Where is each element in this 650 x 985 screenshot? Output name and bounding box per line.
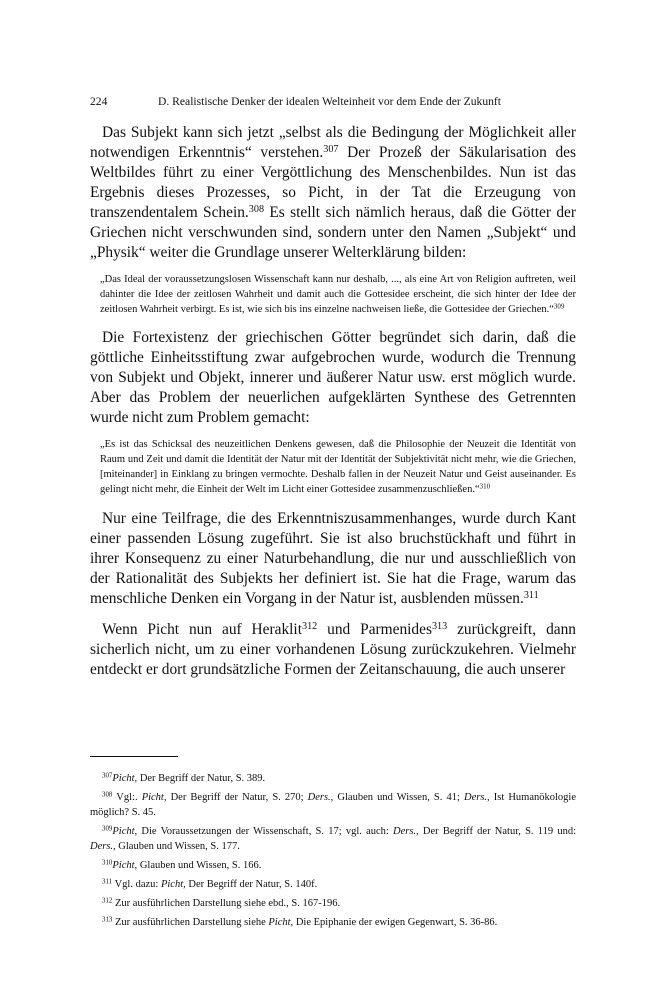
footnote-ref-308[interactable]: 308 — [248, 203, 265, 215]
footnote-text: Die Voraussetzungen der Wissenschaft, S. 17; vgl. auch: — [137, 825, 394, 837]
author-name: Ders., — [307, 791, 334, 803]
footnote-ref-311[interactable]: 311 — [523, 589, 539, 601]
footnote-number: 308 — [102, 791, 113, 799]
block-quote-1 — [100, 273, 576, 317]
footnote-308 — [90, 790, 576, 820]
footnote-number: 310 — [102, 859, 113, 867]
text-run: Die Fortexistenz der griechischen Götter begründet sich darin, daß die göttliche Einheitsstiftung zwar aufgebrochen wurde, wodurch die Trennung von Subjekt und Objekt, innerer und äußerer Natur usw. erst möglich wurde. Aber das Problem der neuerlichen aufgeklärten Synthese des Getrennten wurde nicht zum Problem gemacht: — [90, 329, 576, 427]
footnote-313 — [90, 915, 576, 930]
footnote-311 — [90, 877, 576, 892]
quote-text: „Das Ideal der voraussetzungslosen Wissenschaft kann nur deshalb, ..., als eine Art von Religion auftreten, weil dahinter die Idee der zeitlosen Wahrheit und damit auch die Gottesidee erscheint, die sich hinter der Idee der zeitlosen Wahrheit verbirgt. Es ist, wie sich bis ins einzelne nachweisen ließe, die Gottesidee der Griechen.“ — [100, 274, 576, 315]
footnote-text: Zur ausführlichen Darstellung siehe ebd., S. 167-196. — [112, 897, 341, 909]
footnote-310 — [90, 858, 576, 873]
footnote-text: Glauben und Wissen, S. 166. — [137, 859, 262, 871]
book-page — [90, 94, 576, 934]
footnote-number: 307 — [102, 772, 113, 780]
footnote-ref-310[interactable]: 310 — [479, 483, 491, 491]
author-name: Ders., — [393, 825, 419, 837]
footnotes — [90, 771, 576, 930]
running-header — [90, 94, 576, 110]
author-name: Ders., — [463, 791, 490, 803]
footnote-text: Der Begriff der Natur, S. 270; — [166, 791, 308, 803]
footnote-text: Die Epiphanie der ewigen Gegenwart, S. 36-86. — [293, 916, 498, 928]
page-number: 224 — [90, 95, 108, 108]
body-paragraph-1 — [90, 123, 576, 263]
text-run: Es stellt sich nämlich heraus, daß die Götter der Griechen nicht verschwunden sind, sondern unter den Namen „Subjekt“ und „Physik“ weiter die Grundlage unserer Welterklärung bilden: — [90, 204, 577, 261]
footnote-text: Vgl:. — [112, 791, 142, 803]
body-paragraph-4 — [90, 620, 576, 680]
text-run: zurückgreift, dann sicherlich nicht, um zu einer vorhandenen Lösung zurückzukehren. Vielmehr entdeckt er dort grundsätzliche Formen der Zeitanschauung, die auch unserer — [90, 620, 576, 678]
body-paragraph-2 — [90, 328, 576, 428]
running-title: D. Realistische Denker der idealen Welteinheit vor dem Ende der Zukunft — [158, 95, 502, 108]
footnote-number: 313 — [102, 916, 113, 924]
author-name: Picht, — [268, 916, 294, 928]
footnote-number: 309 — [102, 825, 113, 833]
text-run: Nur eine Teilfrage, die des Erkenntniszusammenhanges, wurde durch Kant einer passenden Lösung zugeführt. Sie ist also bruchstückhaft und führt in ihrer Konsequenz zu einer Naturbehandlung, die nur und ausschließlich von der Rationalität des Subjekts her definiert ist. Sie hat die Frage, warum das menschliche Denken ein Vorgang in der Natur ist, ausblenden müssen. — [90, 509, 576, 607]
footnote-ref-307[interactable]: 307 — [323, 143, 339, 155]
footnote-309 — [90, 824, 576, 854]
author-name: Picht, — [112, 825, 138, 837]
footnote-text: Der Begriff der Natur, S. 119 und: — [418, 825, 576, 837]
footnote-text: Der Begriff der Natur, S. 140f. — [185, 878, 318, 890]
body-paragraph-3 — [90, 509, 576, 609]
footnote-separator — [90, 756, 178, 757]
text-run: und Parmenides — [317, 620, 432, 638]
author-name: Ders., — [90, 840, 116, 852]
footnote-text: Ist Humanökologie möglich? S. 45. — [90, 791, 576, 818]
footnote-ref-309[interactable]: 309 — [553, 303, 565, 311]
footnote-text: Glauben und Wissen, S. 177. — [115, 840, 240, 852]
text-run: Das Subjekt kann sich jetzt „selbst als die Bedingung der Möglichkeit aller notwendigen Erkenntnis“ verstehen. — [90, 124, 576, 161]
footnote-ref-313[interactable]: 313 — [431, 620, 448, 632]
footnote-ref-312[interactable]: 312 — [301, 620, 318, 632]
footnote-text: Glauben und Wissen, S. 41; — [333, 791, 464, 803]
footnote-text: Vgl. dazu: — [112, 878, 161, 890]
text-run: Wenn Picht nun auf Heraklit — [102, 620, 302, 638]
footnote-number: 311 — [102, 878, 113, 886]
author-name: Picht, — [112, 859, 138, 871]
footnote-text: Zur ausführlichen Darstellung siehe — [112, 916, 269, 928]
author-name: Picht, — [160, 878, 186, 890]
footnote-312 — [90, 896, 576, 911]
author-name: Picht, — [141, 791, 167, 803]
author-name: Picht, — [112, 772, 138, 784]
block-quote-2 — [100, 438, 576, 497]
quote-text: „Es ist das Schicksal des neuzeitlichen Denkens gewesen, daß die Philosophie der Neuzeit die Identität von Raum und Zeit und damit die Identität der Natur mit der Identität der Subjektivität nicht mehr, wie die Griechen, [miteinander] in Einklang zu bringen vermochte. Deshalb fallen in der Neuzeit Natur und Geist auseinander. Es gelingt nicht mehr, die Einheit der Welt im Licht einer Gottesidee zusammenzuschließen.“ — [100, 439, 576, 495]
footnote-number: 312 — [102, 897, 113, 905]
footnote-text: Der Begriff der Natur, S. 389. — [137, 772, 266, 784]
footnote-307 — [90, 771, 576, 786]
text-run: Der Prozeß der Säkularisation des Weltbildes führt zu einer Vergöttlichung des Menschenbildes. Nun ist das Ergebnis dieses Prozesses, so Picht, in der Tat die Erzeugung von transzendentalem Schein. — [90, 144, 576, 221]
